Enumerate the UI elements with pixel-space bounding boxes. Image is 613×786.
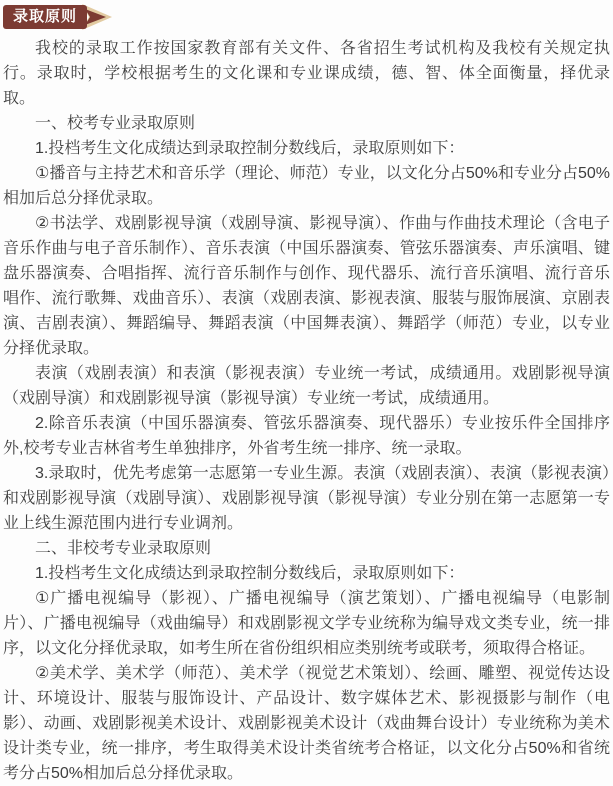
paragraph-1: 我校的录取工作按国家教育部有关文件、各省招生考试机构及我校有关规定执行。录取时，学校根据考生的文化课和专业课成绩，德、智、体全面衡量，择优录取。 [3,40,610,107]
paragraph-9: 二、非校考专业录取原则 [35,540,212,557]
section-header [3,4,613,30]
paragraph-5: ②书法学、戏剧影视导演（戏剧导演、影视导演）、作曲与作曲技术理论（含电子音乐作曲与电子音乐制作）、音乐表演（中国乐器演奏、管弦乐器演奏、声乐演唱、键盘乐器演奏、合唱指挥、流行音乐制作与创作、现代器乐、流行音乐演唱、流行音乐唱作、流行歌舞、戏曲音乐）、表演（戏剧表演、影视表演、服装与服饰展演、京剧表演、吉剧表演）、舞蹈编导、舞蹈表演（中国舞表演）、舞蹈学（师范）专业，以专业分择优录取。 [3,215,610,357]
paragraph-6: 表演（戏剧表演）和表演（影视表演）专业统一考试，成绩通用。戏剧影视导演（戏剧导演）和戏剧影视导演（影视导演）专业统一考试，成绩通用。 [3,365,610,407]
paragraph-10: 1.投档考生文化成绩达到录取控制分数线后，录取原则如下： [35,565,465,582]
paragraph-4: ①播音与主持艺术和音乐学（理论、师范）专业，以文化分占50%和专业分占50%相加后总分择优录取。 [3,165,610,207]
document-body [0,36,613,786]
paragraph-11: ①广播电视编导（影视）、广播电视编导（演艺策划）、广播电视编导（电影制片）、广播电视编导（戏曲编导）和戏剧影视文学专业统称为编导戏文类专业，统一排序，以文化分择优录取，如考生所在省份组织相应类别统考或联考，须取得合格证。 [3,590,610,657]
paragraph-3: 1.投档考生文化成绩达到录取控制分数线后，录取原则如下： [35,140,465,157]
paragraph-2: 一、校考专业录取原则 [35,115,196,132]
paragraph-7: 2.除音乐表演（中国乐器演奏、管弦乐器演奏、现代器乐）专业按乐件全国排序外,校考专业吉林省考生单独排序，外省考生统一排序、统一录取。 [3,415,610,457]
paragraph-12: ②美术学、美术学（师范）、美术学（视觉艺术策划）、绘画、雕塑、视觉传达设计、环境设计、服装与服饰设计、产品设计、数字媒体艺术、影视摄影与制作（电影）、动画、戏剧影视美术设计、戏剧影视美术设计（戏曲舞台设计）专业统称为美术设计类专业，统一排序，考生取得美术设计类省统考合格证，以文化分占50%和省统考分占50%相加后总分择优录取。 [3,665,610,782]
paragraph-8: 3.录取时，优先考虑第一志愿第一专业生源。表演（戏剧表演）、表演（影视表演）和戏剧影视导演（戏剧导演）、戏剧影视导演（影视导演）专业分别在第一志愿第一专业上线生源范围内进行专业调剂。 [3,465,610,532]
section-title-badge: 录取原则 [3,5,87,29]
